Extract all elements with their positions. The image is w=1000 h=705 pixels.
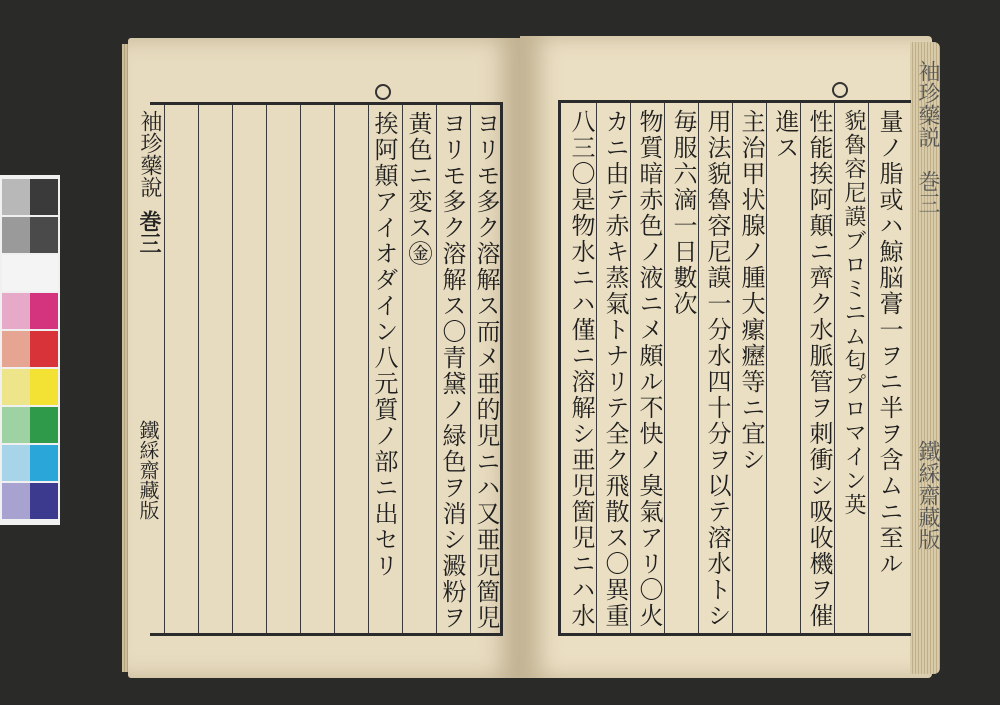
swatch-black [30, 255, 58, 291]
left-column-rule [198, 105, 199, 633]
left-margin-volume: 巻三 [136, 210, 162, 254]
right-margin-volume: 巻三 [915, 170, 940, 214]
swatch-gray-darker [30, 217, 58, 253]
text-column: カニ由テ赤キ蒸氣トナリテ全ク飛散ス〇異重 [601, 109, 629, 629]
left-margin-publisher: 鐵綵齋藏版 [136, 420, 160, 520]
left-column-rule [232, 105, 233, 633]
text-column: 毎服六滴一日數次 [669, 109, 697, 317]
swatch-gray-dark [30, 179, 58, 215]
text-column: 用法貌魯容尼謨一分水四十分ヲ以テ溶水トシ [703, 109, 731, 629]
swatch-blue-violet [30, 483, 58, 519]
swatch-lavender [2, 483, 30, 519]
swatch-gray-mid [2, 217, 30, 253]
swatch-green [30, 407, 58, 443]
swatch-peach [2, 331, 30, 367]
text-column: ヨリモ多ク溶解ス〇青黛ノ緑色ヲ消シ澱粉ヲ [438, 111, 466, 631]
left-column-rule [164, 105, 165, 633]
right-margin-title: 袖珍藥説 [915, 60, 940, 148]
text-column: 主治甲状腺ノ腫大瘰癧等ニ宜シ [737, 109, 765, 473]
left-column-rule [300, 105, 301, 633]
left-text-frame [150, 102, 503, 636]
text-column: 黄色ニ変ス㊎ [404, 111, 432, 267]
text-column: 量ノ脂或ハ鯨脳膏一ヲニ半ヲ含ムニ至ル [875, 109, 903, 577]
text-column: 物質暗赤色ノ液ニメ頗ル不快ノ臭氣アリ〇火 [635, 109, 663, 629]
left-margin-title: 袖珍藥說 [137, 110, 162, 198]
swatch-yellow [30, 369, 58, 405]
swatch-cyan [30, 445, 58, 481]
right-text-frame [558, 100, 911, 636]
swatch-white [2, 255, 30, 291]
text-column: 進ス [771, 109, 799, 161]
swatch-light-green [2, 407, 30, 443]
text-column: ヨリモ多ク溶解ス而メ亜的児ニハ又亜児箇児 [472, 111, 500, 631]
binding-hole-left [375, 84, 391, 100]
swatch-light-cyan [2, 445, 30, 481]
color-calibration-card [0, 175, 60, 525]
swatch-gray-light [2, 179, 30, 215]
text-column: 貌魯容尼謨ブロミニム匂プロマイン英 [841, 109, 866, 517]
swatch-magenta [30, 293, 58, 329]
swatch-pink [2, 293, 30, 329]
right-column-rule [800, 103, 801, 633]
left-column-rule [334, 105, 335, 633]
swatch-light-yellow [2, 369, 30, 405]
right-margin-publisher: 鐵綵齋藏版 [915, 440, 940, 550]
swatch-red [30, 331, 58, 367]
text-column: 性能挨阿顛ニ齊ク水脈管ヲ刺衝シ吸收機ヲ催 [805, 109, 833, 629]
text-column: 八三〇是物水ニハ僅ニ溶解シ亜児箇児ニハ水 [567, 109, 595, 629]
binding-hole-right [832, 82, 848, 98]
text-column: 挨阿顛アイオダイン八元質ノ部ニ出セリ [370, 111, 398, 579]
left-column-rule [266, 105, 267, 633]
